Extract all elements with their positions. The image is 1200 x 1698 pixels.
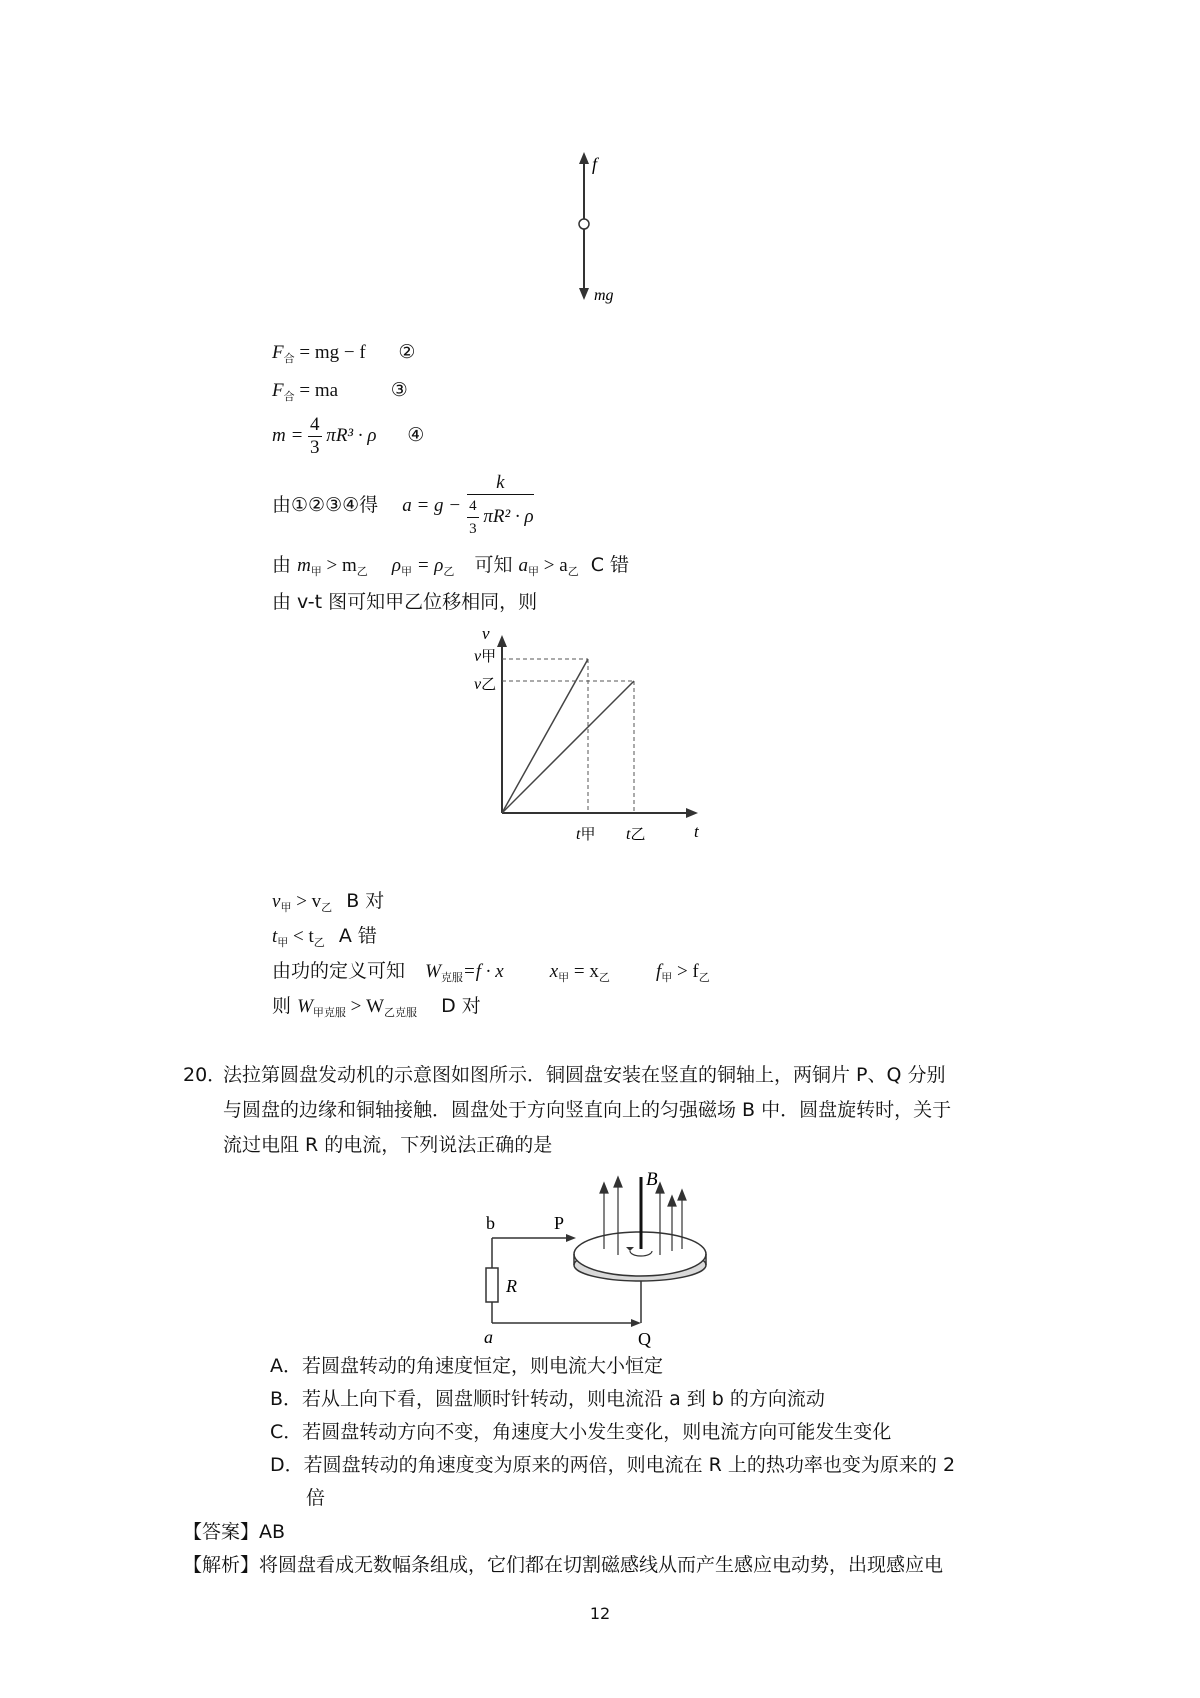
disk-label-a: a [484,1327,493,1347]
question-line-2: 与圆盘的边缘和铜轴接触．圆盘处于方向竖直向上的匀强磁场 B 中．圆盘旋转时，关于 [223,1099,952,1121]
option-b: B．若从上向下看，圆盘顺时针转动，则电流沿 a 到 b 的方向流动 [270,1388,825,1410]
vt-graph [468,625,708,855]
disk-label-b: b [486,1213,495,1233]
vt-label-vjia: v甲 [474,648,497,665]
disk-label-Q: Q [638,1329,651,1349]
vt-intro: 由 v-t 图可知甲乙位移相同，则 [272,591,538,613]
conclusion-velocity: $v_甲 > v_乙$ B 对 [272,890,385,914]
conclusion-work-compare: 则 $W_{甲克服} > W_{乙克服}$ D 对 [272,995,481,1019]
force-label-mg: mg [594,287,614,304]
conclusion-work: 由功的定义可知 $W_{克服}=f \cdot x$ $x_甲 = x_乙$ $f_甲 > f_乙$ [272,960,710,984]
force-label-f: f [592,154,598,174]
equation-4: m = $\frac{4}{3}$ πR³ · ρ ④ [272,414,425,459]
option-d-line-2: 倍 [306,1487,326,1509]
question-line-3: 流过电阻 R 的电流，下列说法正确的是 [223,1134,553,1156]
option-d-line-1: D．若圆盘转动的角速度变为原来的两倍，则电流在 R 上的热功率也变为原来的 2 [270,1454,956,1476]
disk-label-R: R [506,1276,517,1296]
option-c: C．若圆盘转动方向不变，角速度大小发生变化，则电流方向可能发生变化 [270,1421,892,1443]
question-number: 20． [183,1064,227,1086]
conclusion-time: $t_甲 < t_乙$ A 错 [272,925,377,949]
equation-3: $F_合$ = ma ③ [272,380,408,403]
disk-label-P: P [554,1213,565,1233]
answer: 【答案】AB [183,1521,286,1543]
vt-label-tyi: t乙 [626,826,646,843]
force-diagram [560,150,640,310]
vt-axis-v: v [482,625,490,643]
page-number: 12 [589,1604,611,1623]
vt-label-tjia: t甲 [576,826,596,843]
combined-equation: 由①②③④得 a = g − k $\frac{4}{3}$ πR² · ρ [272,472,534,537]
question-line-1: 法拉第圆盘发动机的示意图如图所示．铜圆盘安装在竖直的铜轴上，两铜片 P、Q 分别 [223,1064,946,1086]
vt-label-vyi: v乙 [474,676,497,693]
option-a: A．若圆盘转动的角速度恒定，则电流大小恒定 [270,1355,663,1377]
equation-2: $F_合$ = mg − f ② [272,342,416,365]
vt-axis-t: t [694,822,699,841]
disk-label-B: B [646,1169,658,1190]
mass-comparison: 由 $m_甲 > m_乙$ $\rho_甲 = \rho_乙$ 可知 $a_甲 > a_乙$ C 错 [272,554,630,578]
faraday-disk-diagram [470,1165,720,1350]
analysis: 【解析】将圆盘看成无数幅条组成，它们都在切割磁感线从而产生感应电动势，出现感应电 [183,1554,944,1576]
